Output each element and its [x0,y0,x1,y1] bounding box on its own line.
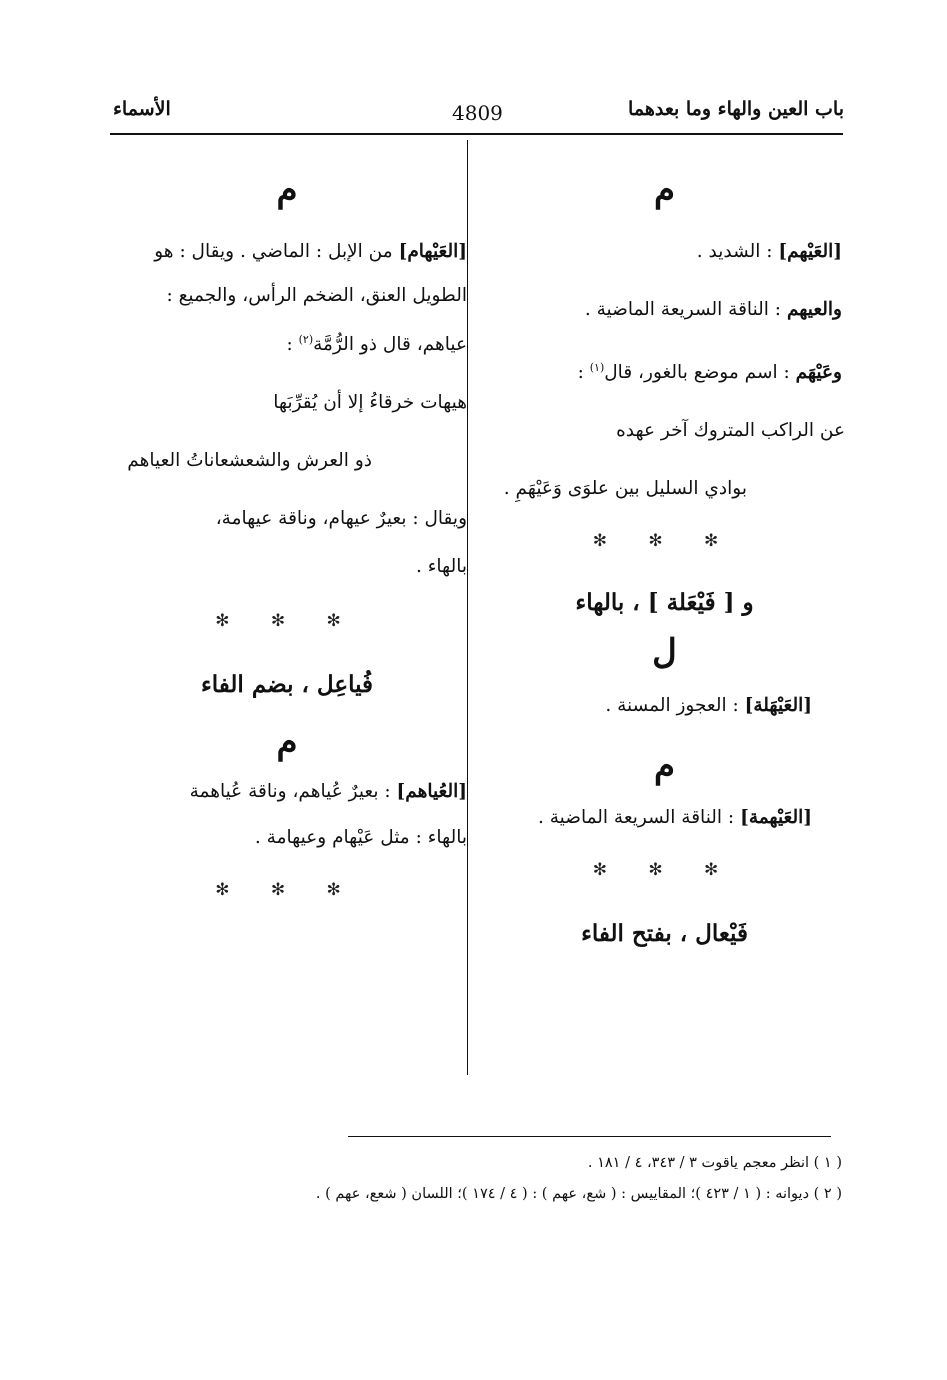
entry-text: عياهم، قال ذو الرُّمَّة [313,334,467,356]
entry-line [487,352,842,389]
entry-line: بالهاء : مثل عَيْهام وعيهامة . [254,827,467,849]
entry-line [487,802,812,834]
entry-term: [العَيْهم] [778,241,842,262]
verse-line: ذو العرش والشعشعاناتُ العياهم [127,450,372,472]
letter-marker: م [653,170,676,210]
section-heading: فُياعِل ، بضم الفاء [200,671,374,699]
entry-line [487,236,842,268]
entry-punct: : [577,362,584,384]
section-separator: ✻ ✻ ✻ [592,860,737,881]
entry-line [107,236,467,268]
entry-line: بالهاء . [415,556,467,578]
verse-line: عن الراكب المتروك آخر عهده [616,420,845,442]
entry-punct: : [286,334,293,356]
section-separator: ✻ ✻ ✻ [215,880,359,901]
right-column [487,170,845,948]
entry-term: [العَيْهَلة] [744,695,812,717]
footnote-ref: (٢) [298,333,314,346]
entry-definition: : الناقة السريعة الماضية . [537,807,735,829]
entry-term: والعيهم [786,299,842,320]
letter-marker: ل [652,632,677,673]
section-heading: فَيْعال ، بفتح الفاء [581,920,748,948]
entry-term: [العَيْهام] [398,241,467,262]
entry-line: ويقال : بعيرٌ عيهام، وناقة عيهامة، [215,508,467,530]
verse-line: بوادي السليل بين علوَى وَعَيْهَمِ . [503,478,747,500]
verse-line: هيهات خرقاءُ إلا أن يُقرِّبَها [273,392,467,414]
entry-line: الطويل العنق، الضخم الرأس، والجميع : [166,285,467,306]
entry-definition: : اسم موضع بالغور، قال [604,362,790,384]
entry-text: من الإبل : الماضي . ويقال : هو [154,241,393,262]
entry-definition: : الشديد . [696,241,773,262]
entry-line [487,690,812,722]
section-separator: ✻ ✻ ✻ [592,531,737,552]
entry-term: [العَيْهمة] [740,807,812,829]
letter-marker: م [276,170,298,210]
section-heading: و [ فَيْعَلة ] ، بالهاء [575,589,754,617]
footnote-rule [348,1136,831,1137]
left-column [107,170,467,900]
entry-definition: : العجوز المسنة . [605,695,739,717]
entry-term: وعَيْهَم [795,362,842,384]
footnote-ref: (١) [589,361,605,374]
header-rule [110,133,843,135]
running-title: باب العين والهاء وما بعدهما [628,98,844,120]
entry-line [107,324,467,361]
section-separator: ✻ ✻ ✻ [215,611,359,632]
entry-line [107,776,467,808]
footnote-1: ( ١ ) انظر معجم ياقوت ٣ / ٣٤٣، ٤ / ١٨١ . [587,1155,842,1171]
page-number: 4809 [452,101,503,125]
footnote-2: ( ٢ ) ديوانه : ( ١ / ٤٢٣ )؛ المقاييس : ( شع، عهم ) : ( ٤ / ١٧٤ )؛ اللسان ( شعع، عهم ) . [315,1186,842,1202]
entry-term: [العُياهم] [396,781,467,803]
column-divider [467,140,468,1075]
entry-line [487,294,842,326]
letter-marker: م [276,722,298,763]
section-title: الأسماء [113,98,171,120]
entry-text: : بعيرٌ عُياهم، وناقة عُياهمة [189,781,391,803]
letter-marker: م [653,746,676,787]
entry-definition: : الناقة السريعة الماضية . [584,299,782,320]
